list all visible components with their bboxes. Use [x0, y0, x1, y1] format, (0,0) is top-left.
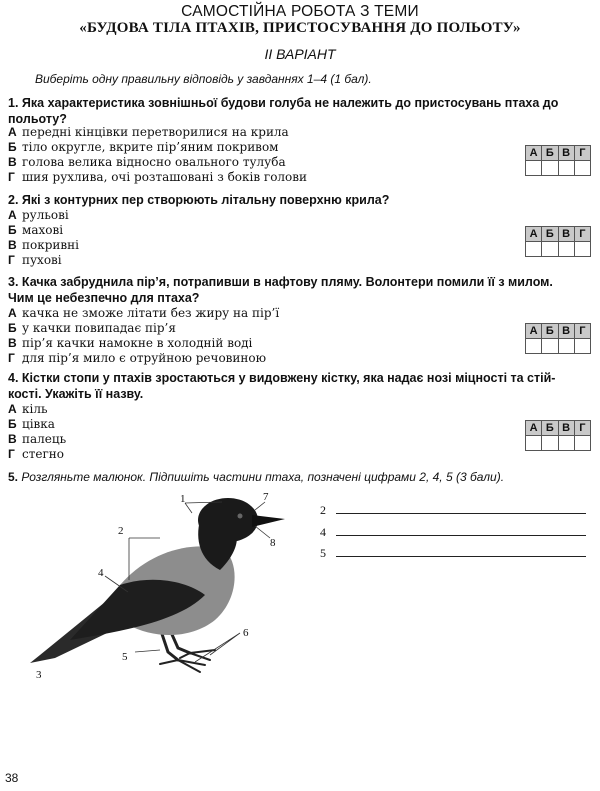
figure-label-4: 4 [98, 567, 104, 579]
answer-cell[interactable] [526, 436, 542, 451]
option-3b: Б у качки повипадає пір’я [8, 321, 176, 335]
question-3-text-1: Качка забруднила пір’я, потрапивши в нафтову пляму. Волонтери помили її з милом. [21, 275, 553, 289]
answer-cell[interactable] [574, 436, 590, 451]
question-1-text-2: польоту? [8, 112, 67, 126]
question-4-text-2: кості. Укажіть її назву. [8, 387, 144, 401]
answer-cell[interactable] [574, 339, 590, 354]
answer-grid-3: А Б В Г [525, 323, 591, 354]
question-3-text-2: Чим це небезпечно для птаха? [8, 291, 200, 305]
answer-cell[interactable] [574, 242, 590, 257]
title-line-2: «БУДОВА ТІЛА ПТАХІВ, ПРИСТОСУВАННЯ ДО ПОЛЬОТУ» [79, 20, 521, 36]
answer-cell[interactable] [558, 242, 574, 257]
answer-cell[interactable] [542, 436, 558, 451]
option-1d: Г шия рухлива, очі розташовані з боків голови [8, 170, 308, 184]
instruction: Виберіть одну правильну відповідь у завданнях 1–4 (1 бал). [35, 72, 372, 86]
question-3: 3. Качка забруднила пір’я, потрапивши в нафтову пляму. Волонтери помили її з милом. Чим це небезпечно для птаха? [8, 275, 553, 305]
answer-grid-2: А Б В Г [525, 226, 591, 257]
figure-label-3: 3 [36, 669, 42, 681]
option-4c: В палець [8, 432, 67, 446]
question-2-text-1: Які з контурних пер створюють літальну поверхню крила? [21, 193, 390, 207]
option-3c: В пір’я качки намокне в холодній воді [8, 336, 253, 350]
answer-cell[interactable] [542, 161, 558, 176]
option-3d: Г для пір’я мило є отруйною речовиною [8, 351, 267, 365]
answer-line-2[interactable] [336, 513, 586, 514]
answer-cell[interactable] [526, 339, 542, 354]
option-2d: Г пухові [8, 253, 62, 267]
answer-cell[interactable] [542, 339, 558, 354]
option-1b: Б тіло округле, вкрите пір’яним покривом [8, 140, 279, 154]
question-1: 1. Яка характеристика зовнішньої будови голуба не належить до пристосувань птаха до польоту? [8, 96, 559, 126]
question-5-text: Розгляньте малюнок. Підпишіть частини птаха, позначені цифрами 2, 4, 5 (3 бали). [21, 470, 505, 484]
figure-label-2: 2 [118, 525, 124, 537]
figure-label-7: 7 [263, 491, 269, 503]
option-1c: В голова велика відносно овального тулуба [8, 155, 286, 169]
question-2: 2. Які з контурних пер створюють літальну поверхню крила? [8, 193, 390, 207]
answer-cell[interactable] [526, 161, 542, 176]
answer-cell[interactable] [526, 242, 542, 257]
answer-cell[interactable] [574, 161, 590, 176]
question-1-text-1: Яка характеристика зовнішньої будови голуба не належить до пристосувань птаха до [21, 96, 559, 110]
page-number: 38 [5, 771, 19, 785]
figure-label-6: 6 [243, 627, 249, 639]
option-2b: Б махові [8, 223, 64, 237]
answer-grid-1: А Б В Г [525, 145, 591, 176]
answer-line-5[interactable] [336, 556, 586, 557]
figure-label-5: 5 [122, 651, 128, 663]
option-1a: А передні кінцівки перетворилися на крила [8, 125, 289, 139]
answer-label-4: 4 [320, 525, 326, 539]
answer-line-4[interactable] [336, 535, 586, 536]
answer-cell[interactable] [558, 339, 574, 354]
question-4: 4. Кістки стопи у птахів зростаються у видовжену кістку, яка надає нозі міцності та стій- кості. Укажіть її назву. [8, 371, 556, 401]
title-line-1: САМОСТІЙНА РОБОТА З ТЕМИ [181, 3, 419, 20]
option-2a: А рульові [8, 208, 69, 222]
figure-label-1: 1 [180, 493, 186, 505]
option-4a: А кіль [8, 402, 48, 416]
option-3a: А качка не зможе літати без жиру на пір’ї [8, 306, 280, 320]
answer-label-2: 2 [320, 503, 326, 517]
option-4b: Б цівка [8, 417, 55, 431]
answer-cell[interactable] [542, 242, 558, 257]
figure-label-8: 8 [270, 537, 276, 549]
option-2c: В покривні [8, 238, 79, 252]
question-5: 5. Розгляньте малюнок. Підпишіть частини птаха, позначені цифрами 2, 4, 5 (3 бали). [8, 470, 505, 484]
variant-heading: ІІ ВАРІАНТ [264, 46, 336, 62]
answer-cell[interactable] [558, 436, 574, 451]
answer-grid-4: А Б В Г [525, 420, 591, 451]
answer-cell[interactable] [558, 161, 574, 176]
question-4-text-1: Кістки стопи у птахів зростаються у видовжену кістку, яка надає нозі міцності та стій- [21, 371, 556, 385]
crow-illustration [0, 480, 300, 690]
answer-label-5: 5 [320, 546, 326, 560]
option-4d: Г стегно [8, 447, 64, 461]
